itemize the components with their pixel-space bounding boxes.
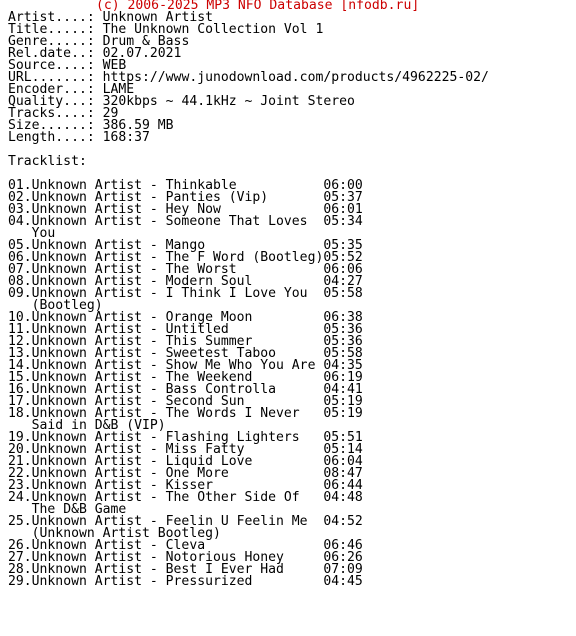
track-number: 06. (8, 250, 32, 265)
track-title: Unknown Artist - Mango (31, 238, 206, 253)
track-number: 20. (8, 442, 32, 457)
info-value: 02.07.2021 (102, 46, 182, 61)
track-gap (252, 574, 323, 589)
track-title: Unknown Artist - Show Me Who You Are (31, 358, 316, 373)
info-gap (95, 130, 103, 145)
track-row (8, 576, 489, 588)
track-number: 19. (8, 430, 32, 445)
track-title: Unknown Artist - Orange Moon (31, 310, 253, 325)
info-value: WEB (102, 58, 127, 73)
track-number: 26. (8, 538, 32, 553)
track-title: Unknown Artist - Someone That Loves (31, 214, 308, 229)
track-duration: 04:27 (323, 274, 363, 289)
track-title: Unknown Artist - Second Sun (31, 394, 245, 409)
info-value: 320kbps ~ 44.1kHz ~ Joint Stereo (102, 94, 355, 109)
track-title: Unknown Artist - The F Word (Bootleg) (31, 250, 324, 265)
track-title-continued: Said in D&B (VIP) (31, 418, 166, 433)
track-number: 18. (8, 406, 32, 421)
track-duration: 05:52 (323, 250, 363, 265)
track-duration: 06:38 (323, 310, 363, 325)
track-duration: 04:41 (323, 382, 363, 397)
track-number: 24. (8, 490, 32, 505)
track-duration: 06:26 (323, 550, 363, 565)
track-duration: 05:36 (323, 322, 363, 337)
track-gap (300, 406, 324, 421)
info-key: Quality...: (8, 94, 95, 109)
track-duration: 06:44 (323, 478, 363, 493)
track-number: 11. (8, 322, 32, 337)
track-duration: 05:19 (323, 406, 363, 421)
nfo-body (8, 12, 489, 588)
track-gap (308, 214, 324, 229)
track-gap (308, 286, 324, 301)
track-number: 14. (8, 358, 32, 373)
info-value: https://www.junodownload.com/products/4962225-02/ (102, 70, 489, 85)
track-number: 04. (8, 214, 32, 229)
info-value: Drum & Bass (102, 34, 190, 49)
info-value: 168:37 (102, 130, 150, 145)
info-key: Length....: (8, 130, 95, 145)
track-number: 08. (8, 274, 32, 289)
track-number: 07. (8, 262, 32, 277)
track-duration: 05:58 (323, 346, 363, 361)
track-title-continued: (Unknown Artist Bootleg) (31, 526, 221, 541)
track-number: 02. (8, 190, 32, 205)
track-title: Unknown Artist - Untitled (31, 322, 229, 337)
track-number: 16. (8, 382, 32, 397)
track-duration: 08:47 (323, 466, 363, 481)
track-title: Unknown Artist - Liquid Love (31, 454, 253, 469)
track-title-continued: The D&B Game (31, 502, 127, 517)
track-title-continued: (Bootleg) (31, 298, 103, 313)
track-duration: 05:36 (323, 334, 363, 349)
info-key: Artist....: (8, 10, 95, 25)
info-value: Unknown Artist (102, 10, 213, 25)
info-value: LAME (102, 82, 135, 97)
tracklist-label-line (8, 156, 489, 168)
track-duration: 06:01 (323, 202, 363, 217)
track-number: 12. (8, 334, 32, 349)
info-value: The Unknown Collection Vol 1 (102, 22, 324, 37)
nfo-document (8, 0, 489, 588)
track-title: Unknown Artist - Sweetest Taboo (31, 346, 277, 361)
tracklist-label: Tracklist: (8, 154, 87, 169)
track-number: 22. (8, 466, 32, 481)
track-duration: 04:45 (323, 574, 363, 589)
track-title-continued: You (31, 226, 56, 241)
track-title: Unknown Artist - The Words I Never (31, 406, 300, 421)
info-key: Source....: (8, 58, 95, 73)
info-value: 386.59 MB (102, 118, 174, 133)
track-duration: 05:14 (323, 442, 363, 457)
track-title: Unknown Artist - Panties (Vip) (31, 190, 269, 205)
track-number: 01. (8, 178, 32, 193)
track-number: 13. (8, 346, 32, 361)
track-duration: 05:35 (323, 238, 363, 253)
track-title: Unknown Artist - Hey Now (31, 202, 221, 217)
track-gap (300, 490, 324, 505)
info-key: URL.......: (8, 70, 95, 85)
track-gap (308, 514, 324, 529)
track-duration: 06:19 (323, 370, 363, 385)
track-title: Unknown Artist - The Weekend (31, 370, 253, 385)
track-title: Unknown Artist - This Summer (31, 334, 253, 349)
track-title: Unknown Artist - I Think I Love You (31, 286, 308, 301)
track-number: 17. (8, 394, 32, 409)
track-duration: 05:19 (323, 394, 363, 409)
track-number: 09. (8, 286, 32, 301)
track-duration: 07:09 (323, 562, 363, 577)
track-number: 23. (8, 478, 32, 493)
info-key: Genre.....: (8, 34, 95, 49)
track-title: Unknown Artist - One More (31, 466, 229, 481)
track-duration: 05:37 (323, 190, 363, 205)
track-number: 27. (8, 550, 32, 565)
info-key: Encoder...: (8, 82, 95, 97)
track-title: Unknown Artist - Flashing Lighters (31, 430, 300, 445)
track-number: 10. (8, 310, 32, 325)
nfo-header: (c) 2006-2025 MP3 NFO Database [nfodb.ru] (96, 0, 420, 13)
track-title: Unknown Artist - The Other Side Of (31, 490, 300, 505)
info-key: Size......: (8, 118, 95, 133)
track-number: 03. (8, 202, 32, 217)
track-title: Unknown Artist - Notorious Honey (31, 550, 284, 565)
info-key: Tracks....: (8, 106, 95, 121)
track-duration: 06:04 (323, 454, 363, 469)
info-key: Rel.date..: (8, 46, 95, 61)
track-duration: 05:34 (323, 214, 363, 229)
track-title: Unknown Artist - Best I Ever Had (31, 562, 284, 577)
track-number: 28. (8, 562, 32, 577)
track-number: 15. (8, 370, 32, 385)
track-title: Unknown Artist - Cleva (31, 538, 206, 553)
track-duration: 04:48 (323, 490, 363, 505)
track-row (8, 216, 489, 228)
track-duration: 05:58 (323, 286, 363, 301)
track-number: 29. (8, 574, 32, 589)
track-duration: 06:00 (323, 178, 363, 193)
info-key: Title.....: (8, 22, 95, 37)
track-title: Unknown Artist - Feelin U Feelin Me (31, 514, 308, 529)
track-title: Unknown Artist - Thinkable (31, 178, 237, 193)
track-number: 05. (8, 238, 32, 253)
info-row (8, 132, 489, 144)
track-number: 25. (8, 514, 32, 529)
track-title: Unknown Artist - Modern Soul (31, 274, 253, 289)
track-duration: 06:06 (323, 262, 363, 277)
track-title: Unknown Artist - Miss Fatty (31, 442, 245, 457)
track-duration: 04:52 (323, 514, 363, 529)
track-title: Unknown Artist - Kisser (31, 478, 213, 493)
track-duration: 06:46 (323, 538, 363, 553)
track-title: Unknown Artist - The Worst (31, 262, 237, 277)
track-duration: 04:35 (323, 358, 363, 373)
track-title: Unknown Artist - Bass Controlla (31, 382, 277, 397)
track-title: Unknown Artist - Pressurized (31, 574, 253, 589)
track-number: 21. (8, 454, 32, 469)
track-duration: 05:51 (323, 430, 363, 445)
info-value: 29 (102, 106, 119, 121)
